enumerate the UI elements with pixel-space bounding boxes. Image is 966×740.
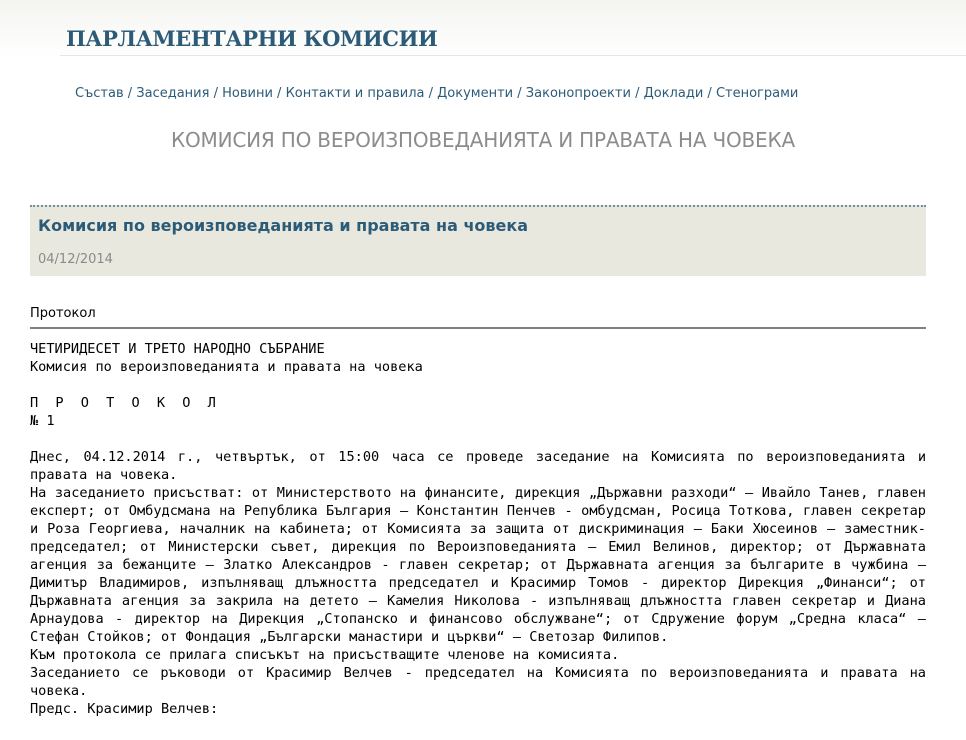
assembly-name: ЧЕТИРИДЕСЕТ И ТРЕТО НАРОДНО СЪБРАНИЕ (30, 341, 325, 357)
header-divider (60, 55, 966, 56)
paragraph-attachment: Към протокола се прилага списъкът на присъстващите членове на комисията. (30, 647, 620, 663)
nav-link-news[interactable]: Новини (222, 86, 273, 101)
speaker-label: Предс. Красимир Велчев: (30, 701, 219, 717)
nav-separator: / (428, 86, 438, 101)
nav-separator: / (277, 86, 286, 101)
document-body (30, 340, 926, 718)
spacer (30, 430, 926, 448)
nav-link-contacts[interactable]: Контакти и правила (285, 86, 425, 101)
paragraph-chair: Заседанието се ръководи от Красимир Велчев - председател на Комисията по вероизповеданията и правата на човека. (30, 665, 926, 699)
nav-link-bills[interactable]: Законопроекти (525, 86, 631, 101)
page-heading: КОМИСИЯ ПО ВЕРОИЗПОВЕДАНИЯТА И ПРАВАТА НА ЧОВЕКА (171, 128, 795, 152)
protocol-heading: П Р О Т О К О Л (30, 395, 221, 411)
record-date: 04/12/2014 (38, 252, 113, 267)
nav-separator: / (635, 86, 644, 101)
paragraph-opening: Днес, 04.12.2014 г., четвъртък, от 15:00 часа се проведе заседание на Комисията по вероизповеданията и правата на човека. (30, 449, 926, 483)
nav-link-composition[interactable]: Състав (75, 86, 124, 101)
site-title[interactable]: ПАРЛАМЕНТАРНИ КОМИСИИ (66, 26, 438, 51)
section-nav (75, 86, 798, 101)
nav-separator: / (127, 86, 137, 101)
nav-separator: / (517, 86, 522, 101)
record-title: Комисия по вероизповеданията и правата на човека (38, 216, 529, 235)
nav-link-meetings[interactable]: Заседания (136, 86, 210, 101)
protocol-number: № 1 (30, 413, 55, 429)
paragraph-attendees: На заседанието присъстват: от Министерството на финансите, дирекция „Държавни разходи“ – Ивайло Танев, главен експерт; от Омбудсмана на Република България – Константин Пенчев - омбудсман, Росица Тоткова, главен секретар и Роза Георгиева, началник на кабинета; от Комисията за защита от дискриминация – Баки Хюсеинов – заместник- председател; от Министерски съвет, дирекция по Вероизповеданията – Емил Велинов, директор; от Държавната агенция за бежанците – Златко Александров - главен секретар; от Държавната агенция за българите в чужбина – Димитър Владимиров, изпълняващ длъжността председател и Красимир Томов - директор Дирекция „Финанси“; от Държавната агенция за закрила на детето – Камелия Николова - изпълняващ длъжността главен секретар и Диана Арнаудова - директор на Дирекция „Стопанско и финансово обслужване“; от Сдружение форум „Средна класа“ – Стефан Стойков; от Фондация „Български манастири и църкви“ – Светозар Филипов. (30, 485, 926, 645)
spacer (30, 376, 926, 394)
nav-link-reports[interactable]: Доклади (643, 86, 704, 101)
nav-separator: / (707, 86, 716, 101)
record-header-box (30, 205, 926, 276)
record-type-label: Протокол (30, 306, 96, 321)
committee-name: Комисия по вероизповеданията и правата на човека (30, 359, 423, 375)
nav-link-transcripts[interactable]: Стенограми (715, 86, 799, 101)
nav-separator: / (213, 86, 223, 101)
content-divider (30, 327, 926, 329)
nav-link-documents[interactable]: Документи (437, 86, 514, 101)
